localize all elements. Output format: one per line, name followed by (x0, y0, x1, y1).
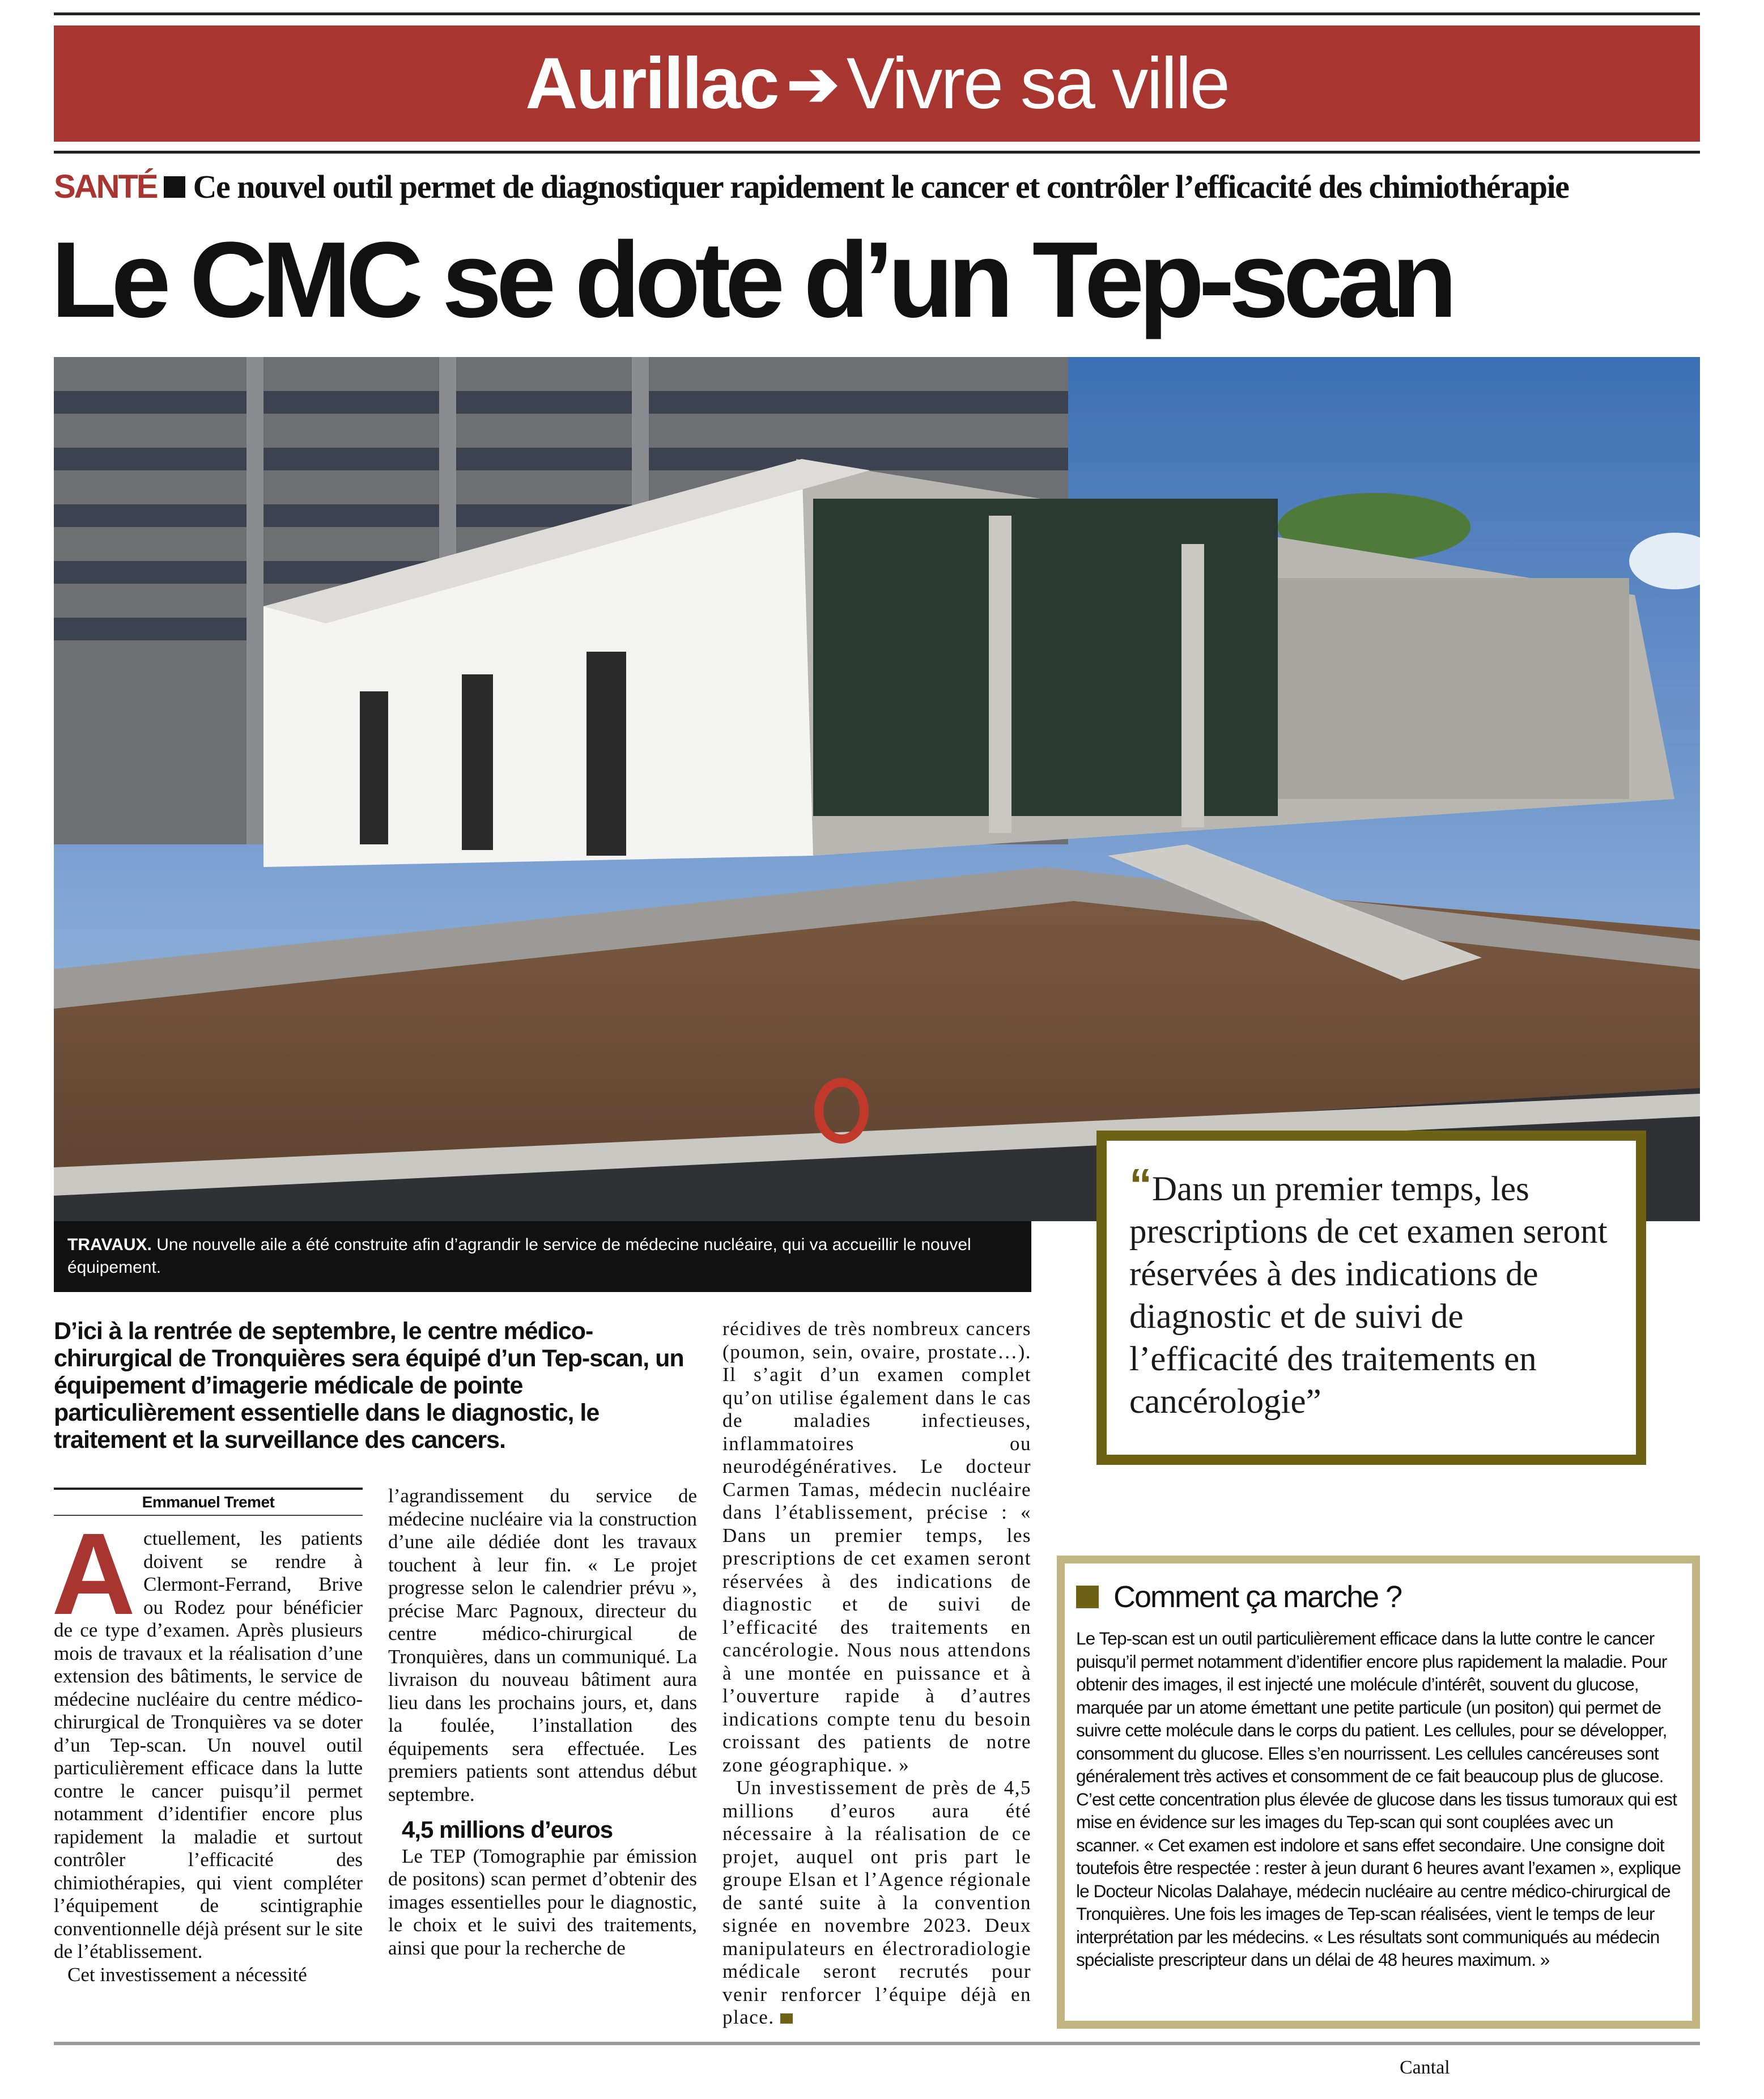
lead-paragraph: D’ici à la rentrée de septembre, le centre médico-chirurgical de Tronquières sera équipé d’un Tep-scan, un équipement d’imagerie médicale de pointe particulièrement essentielle dans le diagnostic, le traitement et la surveillance des cancers. (54, 1318, 684, 1454)
article-column-2 (388, 1485, 697, 1960)
kicker-section: SANTÉ (54, 168, 157, 205)
sidebar-text: Le Tep-scan est un outil particulièrement efficace dans la lutte contre le cancer puisqu’il permet notamment d’identifier encore plus rapidement la maladie. Pour obtenir des images, il est injecté une molécule d’intérêt, souvent du glucose, marquée par un atome émettant une petite particule (un positon) qui permet de suivre cette molécule dans le corps du patient. Les cellules, pour se développer, consomment du glucose. Elles s’en nourrissent. Les cellules cancéreuses sont généralement très actives et consomment de ce fait beaucoup plus de glucose. C’est cette concentration plus élevée de glucose dans les tissus tumoraux qui est mise en évidence sur les images du Tep-scan qui sont couplées avec un scanner. « Cet examen est indolore et sans effet secondaire. Une consigne doit toutefois être respectée : rester à jeun durant 6 heures avant l’examen », explique le Docteur Nicolas Dalahaye, médecin nucléaire au centre médico-chirurgical de Tronquières. Une fois les images de Tep-scan réalisées, vient le temps de leur interprétation par les médecins. « Les résultats sont communiqués au médecin spécialiste prescripteur dans un délai de 48 heures maximum. » (1076, 1628, 1681, 1970)
caption-label: TRAVAUX. (67, 1235, 152, 1254)
paragraph: Cet investissement a nécessité (67, 1963, 307, 1986)
pull-quote (1096, 1131, 1646, 1465)
headline: Le CMC se dote d’un Tep-scan (51, 220, 1452, 340)
paragraph: Un investissement de près de 4,5 millions d’euros aura été nécessaire à la réalisation de ce projet, auquel ont pris part le groupe Elsan et l’Agence régionale de santé suite à la convention signée en novembre 2023. Deux manipulateurs en électroradiologie médicale seront recrutés pour venir renforcer l’équipe déjà en place. (722, 1777, 1031, 2028)
article-column-1 (52, 1509, 363, 1986)
banner-section: Vivre sa ville (846, 43, 1229, 124)
construction-photo (54, 357, 1700, 1221)
sidebar-title (1076, 1579, 1681, 1614)
article-column-3 (722, 1318, 1031, 2029)
subheading: 4,5 millions d’euros (402, 1816, 613, 1843)
kicker (54, 168, 1700, 206)
sidebar-title-text: Comment ça marche ? (1113, 1580, 1402, 1614)
page-footer: Cantal (1400, 2057, 1450, 2078)
quote-text: Dans un premier temps, les prescriptions de cet examen seront réservées à des indications de diagnostic et de suivi de l’efficacité des traitements en cancérologie (1129, 1170, 1608, 1421)
byline: Emmanuel Tremet (54, 1488, 363, 1516)
section-banner (54, 26, 1700, 142)
caption-text: Une nouvelle aile a été construite afin d’agrandir le service de médecine nucléaire, qui va accueillir le nouvel équipement. (67, 1235, 971, 1277)
sidebar-box (1057, 1556, 1700, 2029)
article-photo (54, 357, 1700, 1221)
end-mark-icon (780, 2013, 793, 2024)
square-bullet-icon (1076, 1586, 1099, 1608)
banner-city: Aurillac (525, 43, 778, 124)
open-quote-icon: “ (1129, 1159, 1152, 1210)
photo-caption (54, 1221, 1031, 1292)
close-quote-icon: ” (1306, 1383, 1321, 1421)
arrow-right-icon: ➔ (787, 49, 838, 119)
banner-rule (54, 151, 1700, 154)
square-bullet-icon (164, 176, 185, 198)
paragraph: ctuellement, les patients doivent se rendre à Clermont-Ferrand, Brive ou Rodez pour bénéficier de ce type d’examen. Après plusieurs mois de travaux et la réalisation d’une extension des bâtiments, le service de médecine nucléaire du centre médico-chirurgical de Tronquières va se doter d’un Tep-scan. Un nouvel outil particulièrement efficace dans la lutte contre le cancer puisqu’il permet notamment d’identifier encore plus rapidement la maladie et surtout contrôler l’efficacité des chimiothérapies, qui vient compléter l’équipement de scintigraphie conventionnelle déjà présent sur le site de l’établissement. (54, 1527, 363, 1962)
top-rule (54, 12, 1700, 15)
paragraph: récidives de très nombreux cancers (poumon, sein, ovaire, prostate…). Il s’agit d’un examen complet qu’on utilise également dans le cas de maladies infectieuses, inflammatoires ou neurodégénératives. Le docteur Carmen Tamas, médecin nucléaire dans l’établissement, précise : « Dans un premier temps, les prescriptions de cet examen seront réservées à des indications de diagnostic et de suivi de l’efficacité des traitements en cancérologie. Nous nous attendons à une montée en puissance et à l’ouverture rapide à d’autres indications compte tenu du besoin croissant des patients de notre zone géographique. » (722, 1318, 1031, 1776)
bottom-rule (54, 2042, 1700, 2045)
paragraph: Le TEP (Tomographie par émission de positons) scan permet d’obtenir des images essentielles pour le diagnostic, le choix et le suivi des traitements, ainsi que pour la recherche de (388, 1845, 697, 1959)
drop-cap: A (52, 1509, 136, 1639)
kicker-text: Ce nouvel outil permet de diagnostiquer rapidement le cancer et contrôler l’efficacité des chimiothérapie (193, 168, 1569, 205)
paragraph: l’agrandissement du service de médecine nucléaire via la construction d’une aile dédiée dont les travaux touchent à leur fin. « Le projet progresse selon le calendrier prévu », précise Marc Pagnoux, directeur du centre médico-chirurgical de Tronquières, dans un communiqué. La livraison du nouveau bâtiment aura lieu dans les prochains jours, et, dans la foulée, l’installation des équipements sera effectuée. Les premiers patients sont attendus début septembre. (388, 1485, 697, 1805)
